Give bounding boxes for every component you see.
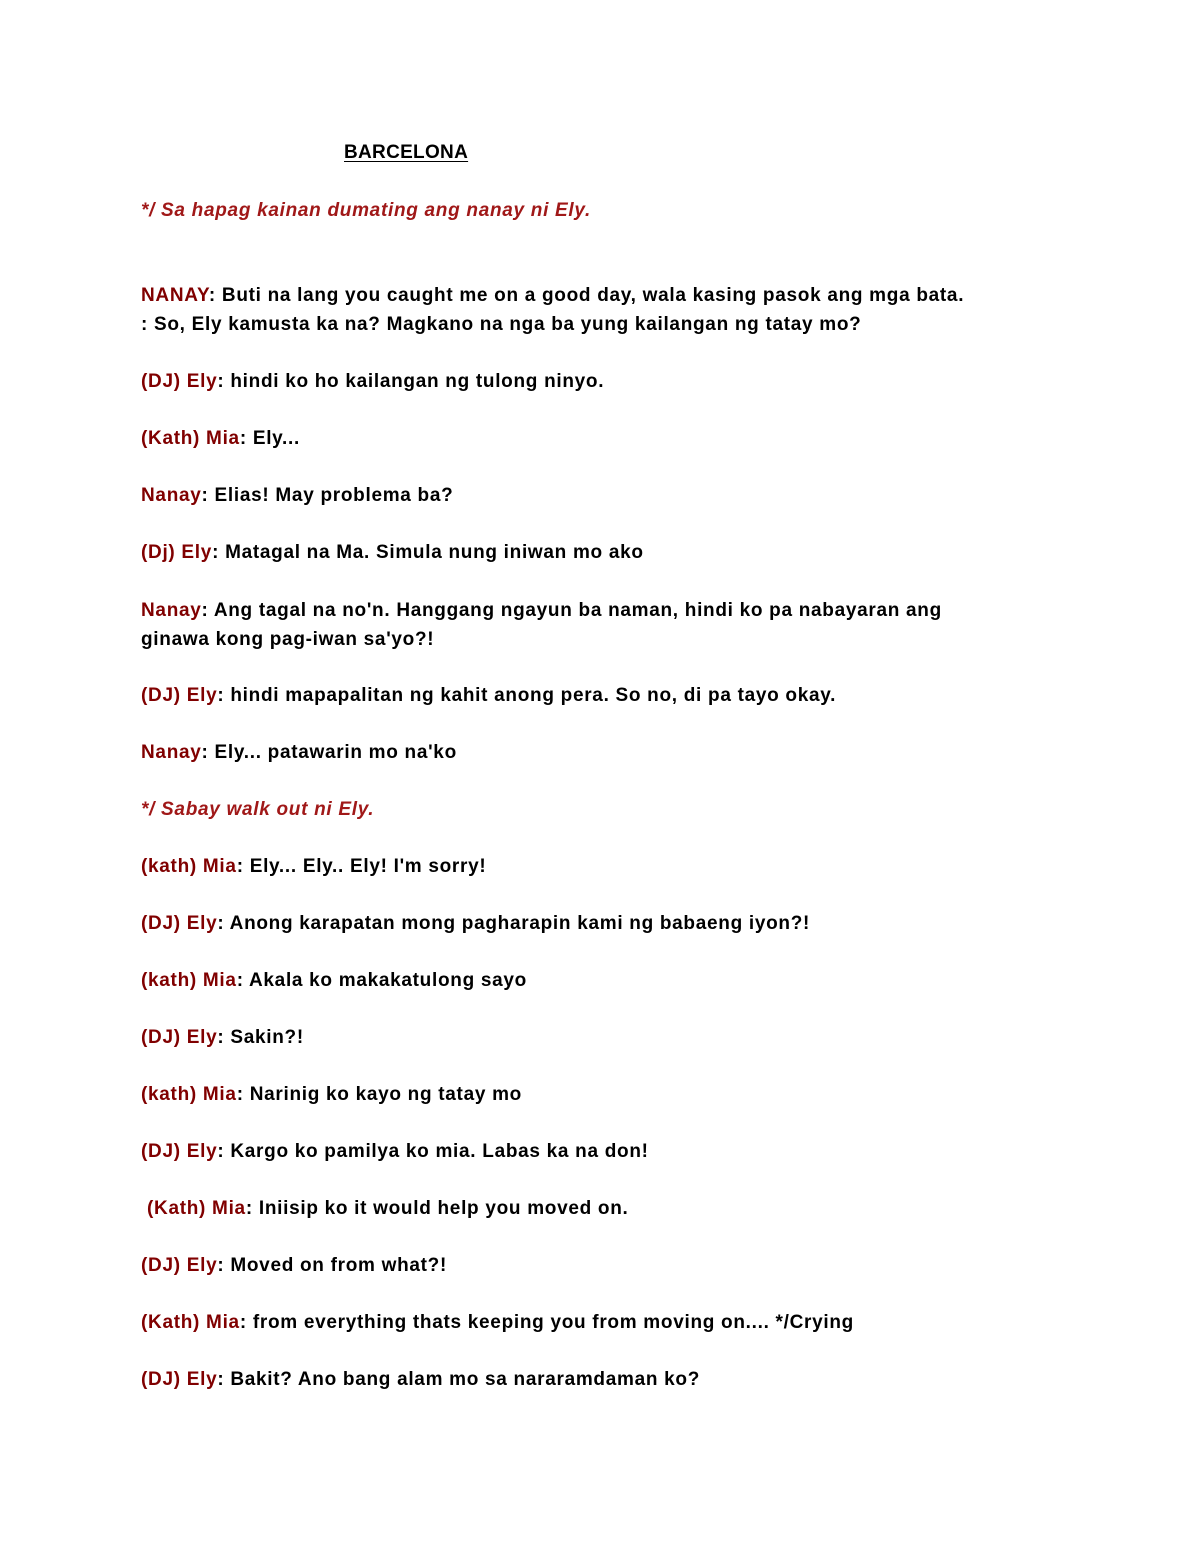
dialogue-line: [147, 1197, 629, 1221]
dialogue-text: : Matagal na Ma. Simula nung iniwan mo ako: [212, 542, 644, 563]
dialogue-text: : Ely...: [239, 428, 300, 449]
speaker-name: (DJ) Ely: [141, 913, 218, 934]
dialogue-line: [141, 370, 604, 394]
speaker-name: (Kath) Mia: [147, 1198, 246, 1219]
dialogue-line: [141, 1140, 649, 1164]
speaker-name: (kath) Mia: [141, 1084, 237, 1105]
dialogue-line: [141, 741, 457, 765]
dialogue-line: [141, 1311, 854, 1335]
dialogue-text: : Elias! May problema ba?: [201, 485, 454, 506]
dialogue-line: [141, 912, 810, 936]
dialogue-line-continuation: [141, 628, 434, 652]
speaker-name: (DJ) Ely: [141, 685, 218, 706]
dialogue-text: : So, Ely kamusta ka na? Magkano na nga ba yung kailangan ng tatay mo?: [141, 314, 862, 335]
dialogue-text: : Buti na lang you caught me on a good day, wala kasing pasok ang mga bata.: [208, 285, 965, 306]
dialogue-line: [141, 484, 453, 508]
dialogue-line: [141, 541, 644, 565]
dialogue-text: : Akala ko makakatulong sayo: [236, 970, 527, 991]
speaker-name: Nanay: [141, 600, 202, 621]
document-title: BARCELONA: [344, 142, 469, 163]
dialogue-line: [141, 284, 964, 308]
speaker-name: (Dj) Ely: [141, 542, 213, 563]
dialogue-text: : Iniisip ko it would help you moved on.: [245, 1198, 629, 1219]
speaker-name: (DJ) Ely: [141, 1027, 218, 1048]
stage-direction: */ Sa hapag kainan dumating ang nanay ni Ely.: [141, 200, 591, 221]
speaker-name: Nanay: [141, 742, 202, 763]
speaker-name: (DJ) Ely: [141, 1369, 218, 1390]
dialogue-text: : from everything thats keeping you from moving on.... */Crying: [239, 1312, 854, 1333]
speaker-name: (kath) Mia: [141, 970, 237, 991]
dialogue-line: [141, 855, 486, 879]
dialogue-text: : Ely... Ely.. Ely! I'm sorry!: [236, 856, 487, 877]
dialogue-text: : Ely... patawarin mo na'ko: [201, 742, 457, 763]
dialogue-text: : Bakit? Ano bang alam mo sa nararamdaman ko?: [217, 1369, 701, 1390]
speaker-name: (kath) Mia: [141, 856, 237, 877]
dialogue-line: [141, 1254, 447, 1278]
dialogue-text: : hindi mapapalitan ng kahit anong pera. So no, di pa tayo okay.: [217, 685, 837, 706]
dialogue-line: [141, 1026, 304, 1050]
speaker-name: Nanay: [141, 485, 202, 506]
dialogue-text: : Kargo ko pamilya ko mia. Labas ka na don!: [217, 1141, 649, 1162]
dialogue-line: [141, 313, 862, 337]
dialogue-line: [141, 684, 836, 708]
dialogue-text: : Ang tagal na no'n. Hanggang ngayun ba naman, hindi ko pa nabayaran ang: [201, 600, 942, 621]
dialogue-line: [141, 1368, 700, 1392]
dialogue-text: : Narinig ko kayo ng tatay mo: [236, 1084, 522, 1105]
dialogue-text: : Anong karapatan mong pagharapin kami ng babaeng iyon?!: [217, 913, 811, 934]
dialogue-text: : Sakin?!: [217, 1027, 304, 1048]
dialogue-line: [141, 427, 300, 451]
dialogue-line: [141, 599, 942, 623]
dialogue-text: : hindi ko ho kailangan ng tulong ninyo.: [217, 371, 605, 392]
speaker-name: (DJ) Ely: [141, 371, 218, 392]
stage-direction: */ Sabay walk out ni Ely.: [141, 799, 375, 820]
dialogue-text: ginawa kong pag-iwan sa'yo?!: [141, 629, 435, 650]
dialogue-text: : Moved on from what?!: [217, 1255, 448, 1276]
speaker-name: (DJ) Ely: [141, 1255, 218, 1276]
speaker-name: (DJ) Ely: [141, 1141, 218, 1162]
speaker-name: NANAY: [141, 285, 209, 306]
speaker-name: (Kath) Mia: [141, 1312, 240, 1333]
dialogue-line: [141, 1083, 522, 1107]
speaker-name: (Kath) Mia: [141, 428, 240, 449]
dialogue-line: [141, 969, 527, 993]
